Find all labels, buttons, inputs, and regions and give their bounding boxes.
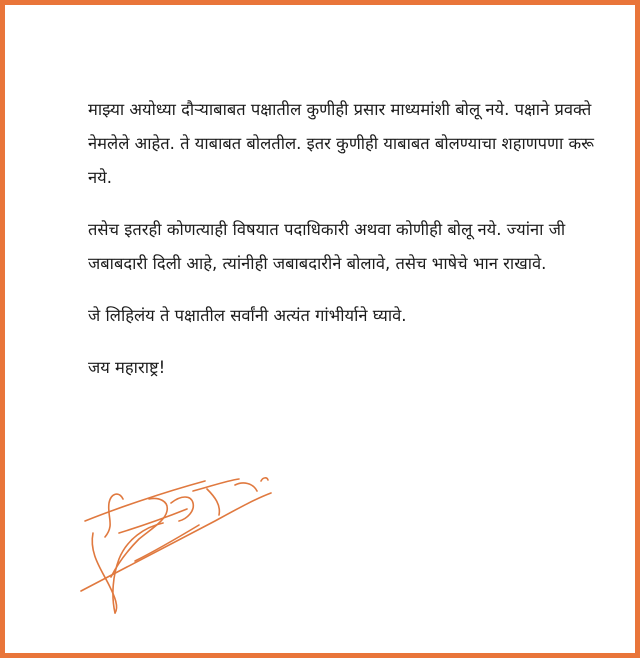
letter-body: [88, 93, 598, 403]
handwritten-signature: [75, 473, 295, 621]
paragraph-media-instruction: माझ्या अयोध्या दौऱ्याबाबत पक्षातील कुणीही प्रसार माध्यमांशी बोलू नये. पक्षाने प्रवक्ते नेमलेले आहेत. ते याबाबत बोलतील. इतर कुणीही याबाबत बोलण्याचा शहाणपणा करू नये.: [88, 100, 594, 187]
paragraph-seriousness: जे लिहिलंय ते पक्षातील सर्वांनी अत्यंत गांभीर्याने घ्यावे.: [88, 306, 407, 325]
closing-salutation: जय महाराष्ट्र!: [88, 358, 166, 377]
paragraph-responsibility: तसेच इतरही कोणत्याही विषयात पदाधिकारी अथवा कोणीही बोलू नये. ज्यांना जी जबाबदारी दिली आहे, त्यांनीही जबाबदारीने बोलावे, तसेच भाषेचे भान राखावे.: [88, 220, 566, 273]
